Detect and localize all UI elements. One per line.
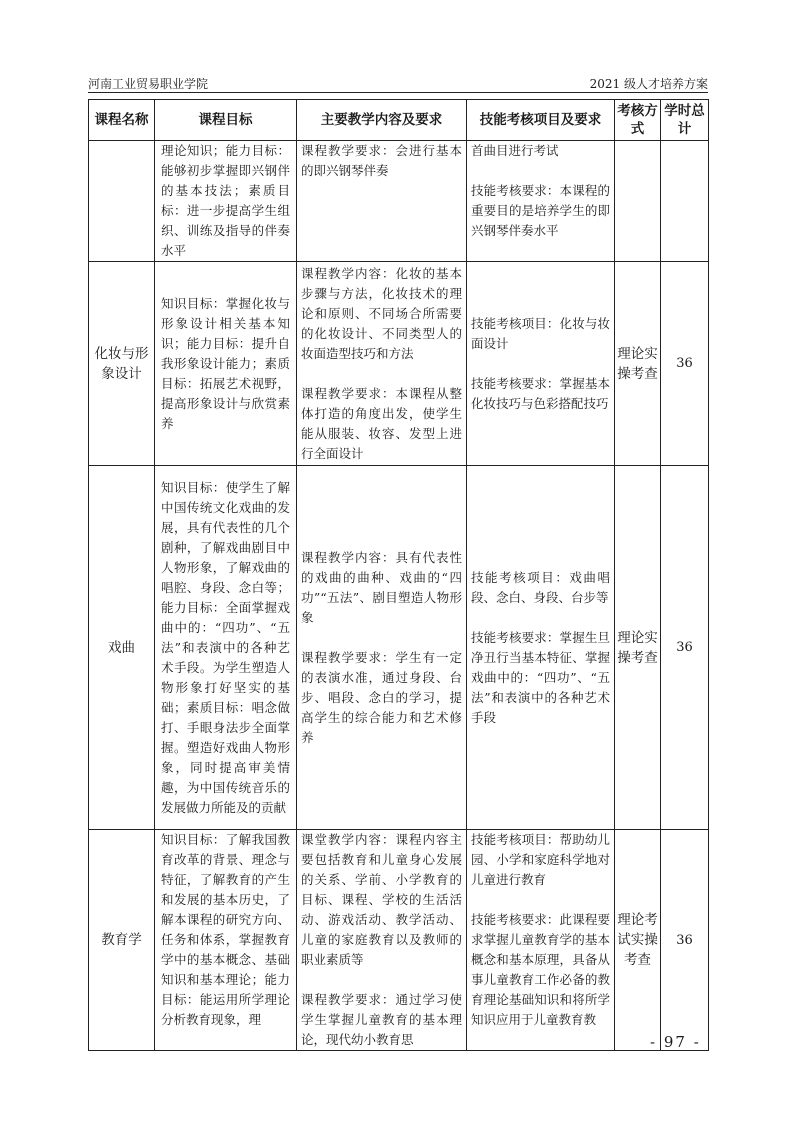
- exam-method-cell: 理论考试实操考查: [615, 830, 661, 1051]
- page-header: [88, 72, 708, 92]
- course-content-cell: [297, 141, 467, 262]
- table-row: [89, 466, 709, 830]
- header-course-name: 课程名称: [89, 100, 155, 141]
- course-table: [88, 99, 709, 1051]
- page-number: - 97 -: [650, 1033, 701, 1051]
- skill-cell: [467, 262, 615, 466]
- skill-requirement: 技能考核要求：此课程要求掌握儿童教育学的基本概念和基本原理，具备从事儿童教育工作必备的教育理论基础知识和将所学知识应用于儿童教育教: [471, 912, 610, 1027]
- table-row: [89, 830, 709, 1051]
- course-content-cell: [297, 466, 467, 830]
- content-requirement: 课程教学要求：通过学习使学生掌握儿童教育的基本理论，现代幼小教育思: [301, 992, 462, 1047]
- course-name-cell: 化妆与形象设计: [89, 262, 155, 466]
- skill-requirement: 技能考核要求：掌握生旦净丑行当基本特征、掌握戏曲中的：“四功”、“五法”和表演中的各种艺术手段: [471, 629, 610, 725]
- skill-cell: [467, 141, 615, 262]
- exam-method-cell: [615, 141, 661, 262]
- header-course-content: 主要教学内容及要求: [297, 100, 467, 141]
- hours-cell: 36: [661, 262, 709, 466]
- course-content-cell: [297, 830, 467, 1051]
- skill-requirement: 技能考核要求：本课程的重要目的是培养学生的即兴钢琴伴奏水平: [471, 183, 610, 238]
- header-school-name: 河南工业贸易职业学院: [88, 77, 209, 91]
- skill-item: 技能考核项目：化妆与妆面设计: [471, 315, 610, 351]
- course-goal-cell: 知识目标：掌握化妆与形象设计相关基本知识；能力目标：提升自我形象设计能力；素质目标：拓展艺术视野，提高形象设计与欣赏素养: [155, 262, 297, 466]
- skill-requirement: 技能考核要求：掌握基本化妆技巧与色彩搭配技巧: [471, 375, 610, 411]
- header-total-hours: 学时总计: [661, 100, 709, 141]
- header-course-goal: 课程目标: [155, 100, 297, 141]
- skill-item: 首曲目进行考试: [471, 143, 559, 158]
- content-requirement: 课程教学要求：会进行基本的即兴钢琴伴奏: [301, 143, 462, 178]
- header-skill-assessment: 技能考核项目及要求: [467, 100, 615, 141]
- header-exam-method: 考核方式: [615, 100, 661, 141]
- table-row: [89, 141, 709, 262]
- content-requirement: 课程教学要求：本课程从整体打造的角度出发，使学生能从服装、妆容、发型上进行全面设计: [301, 385, 462, 461]
- header-rule: [88, 92, 708, 93]
- course-name-cell: 戏曲: [89, 466, 155, 830]
- hours-cell: 36: [661, 830, 709, 1051]
- skill-cell: [467, 830, 615, 1051]
- table-row: [89, 262, 709, 466]
- content-description: 课堂教学内容：课程内容主要包括教育和儿童身心发展的关系、学前、小学教育的目标、课程、学校的生活活动、游戏活动、教学活动、儿童的家庭教育以及教师的职业素质等: [301, 832, 462, 967]
- table-header-row: [89, 100, 709, 141]
- hours-cell: [661, 141, 709, 262]
- skill-item: 技能考核项目：帮助幼儿园、小学和家庭科学地对儿童进行教育: [471, 832, 610, 887]
- content-description: 课程教学内容：化妆的基本步骤与方法，化妆技术的理论和原则、不同场合所需要的化妆设计、不同类型人的妆面造型技巧和方法: [301, 265, 462, 361]
- exam-method-cell: 理论实操考查: [615, 466, 661, 830]
- hours-cell: 36: [661, 466, 709, 830]
- course-goal-cell: 理论知识；能力目标：能够初步掌握即兴钢伴的基本技法；素质目标：进一步提高学生组织、训练及指导的伴奏水平: [155, 141, 297, 262]
- content-description: 课程教学内容：具有代表性的戏曲的曲种、戏曲的“四功”“五法”、剧目塑造人物形象: [301, 549, 462, 625]
- course-goal-cell: 知识目标：了解我国教育改革的背景、理念与特征，了解教育的产生和发展的基本历史，了解本课程的研究方向、任务和体系，掌握教育学中的基本概念、基础知识和基本理论；能力目标：能运用所学理论分析教育现象，理: [155, 830, 297, 1051]
- header-document-title: 2021 级人才培养方案: [589, 77, 708, 91]
- content-requirement: 课程教学要求：学生有一定的表演水准，通过身段、台步、唱段、念白的学习，提高学生的综合能力和艺术修养: [301, 649, 462, 745]
- exam-method-cell: 理论实操考查: [615, 262, 661, 466]
- skill-item: 技能考核项目：戏曲唱段、念白、身段、台步等: [471, 569, 610, 605]
- course-name-cell: 教育学: [89, 830, 155, 1051]
- course-content-cell: [297, 262, 467, 466]
- skill-cell: [467, 466, 615, 830]
- course-goal-cell: 知识目标：使学生了解中国传统文化戏曲的发展，具有代表性的几个剧种，了解戏曲剧目中人物形象，了解戏曲的唱腔、身段、念白等；能力目标：全面掌握戏曲中的：“四功”、“五法”和表演中的各种艺术手段。为学生塑造人物形象打好坚实的基础；素质目标：唱念做打、手眼身法步全面掌握。塑造好戏曲人物形象，同时提高审美情趣，为中国传统音乐的发展做力所能及的贡献: [155, 466, 297, 830]
- course-name-cell: [89, 141, 155, 262]
